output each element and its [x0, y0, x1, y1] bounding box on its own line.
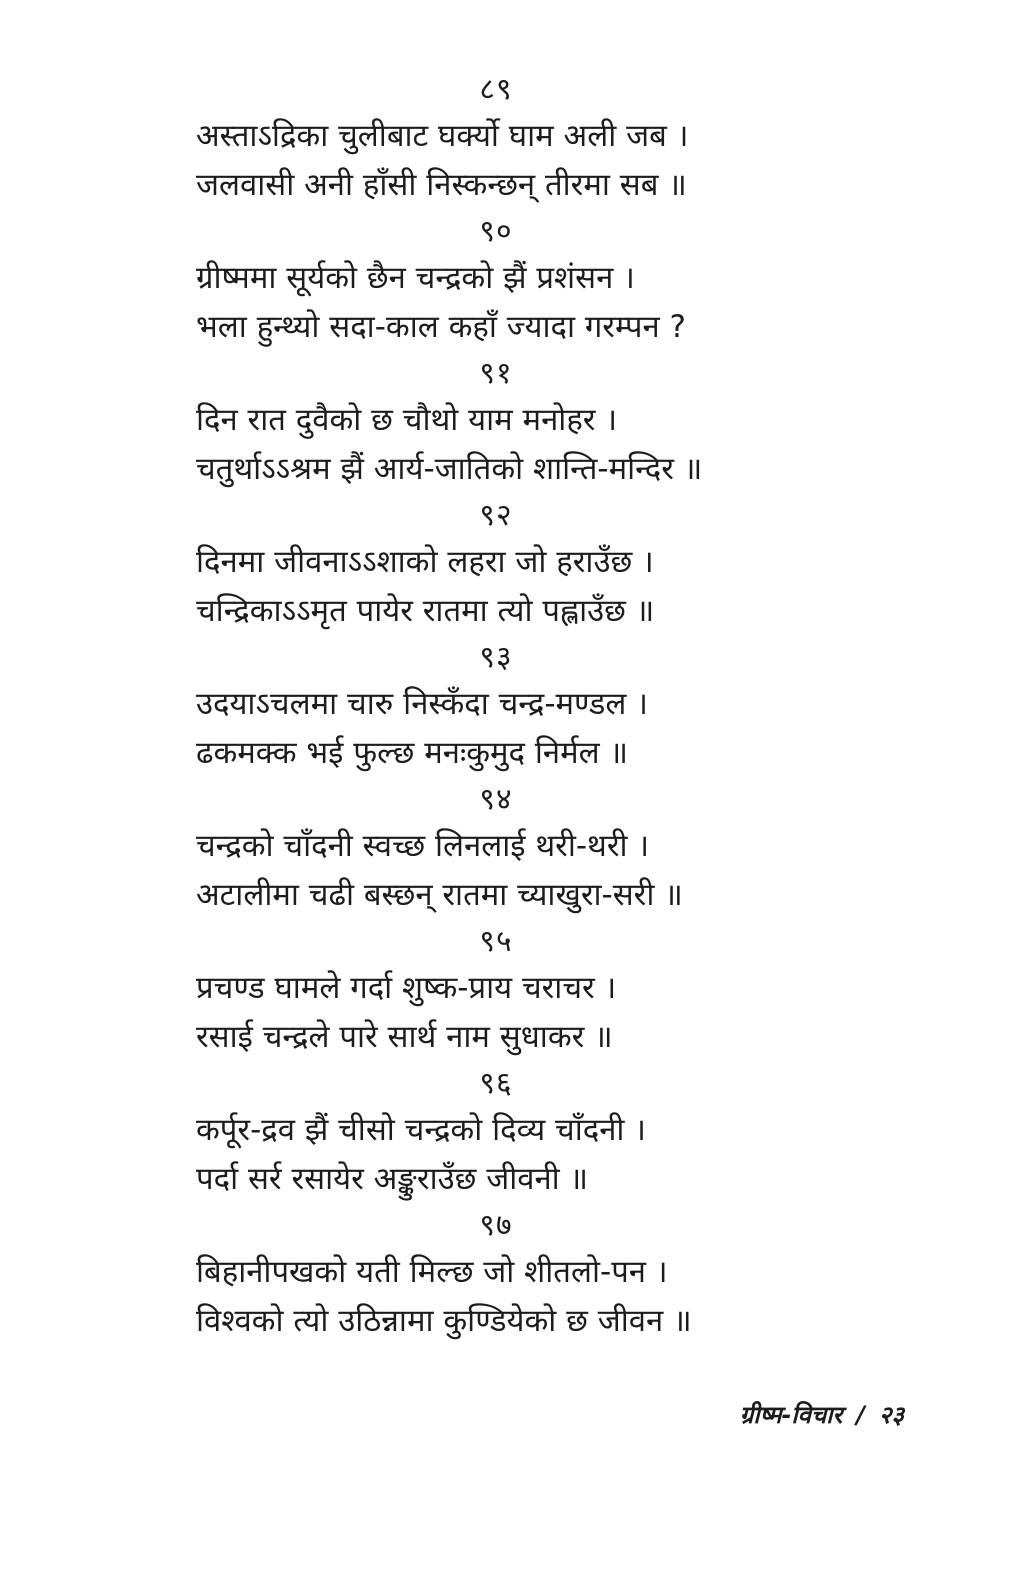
verse-number: ९४ — [479, 782, 513, 817]
verse-97 — [196, 1204, 796, 1346]
section-title: ग्रीष्म-विचार — [739, 1401, 843, 1429]
verse-line: भला हुन्थ्यो सदा-काल कहाँ ज्यादा गरम्पन ? — [196, 309, 686, 345]
verse-line: बिहानीपखको यती मिल्छ जो शीतलो-पन । — [196, 1254, 668, 1290]
verse-number: ९७ — [479, 1208, 513, 1243]
poem — [196, 68, 796, 1346]
verse-line: प्रचण्ड घामले गर्दा शुष्क-प्राय चराचर । — [196, 970, 617, 1006]
verse-96 — [196, 1062, 796, 1204]
page-footer — [740, 1398, 904, 1431]
verse-line: ढकमक्क भई फुल्छ मनःकुमुद निर्मल ॥ — [196, 735, 629, 771]
verse-number: ९६ — [479, 1066, 513, 1101]
verse-93 — [196, 636, 796, 778]
verse-90 — [196, 210, 796, 352]
verse-line: चन्द्रिकाऽऽमृत पायेर रातमा त्यो पह्लाउँछ ॥ — [196, 593, 655, 629]
verse-line: उदयाऽचलमा चारु निस्कँदा चन्द्र-मण्डल । — [196, 686, 648, 722]
verse-89 — [196, 68, 796, 210]
verse-number: ९२ — [479, 498, 513, 533]
verse-91 — [196, 352, 796, 494]
verse-line: जलवासी अनी हाँसी निस्कन्छन् तीरमा सब ॥ — [196, 167, 687, 203]
verse-line: पर्दा सर्र रसायेर अङ्कुराउँछ जीवनी ॥ — [196, 1161, 589, 1197]
verse-line: चतुर्थाऽऽश्रम झैं आर्य-जातिको शान्ति-मन्दिर ॥ — [196, 451, 703, 487]
verse-line: दिन रात दुवैको छ चौथो याम मनोहर । — [196, 402, 618, 438]
verse-line: रसाई चन्द्रले पारे सार्थ नाम सुधाकर ॥ — [196, 1019, 613, 1055]
page-number: २३ — [879, 1401, 904, 1429]
verse-line: अटालीमा चढी बस्छन् रातमा च्याखुरा-सरी ॥ — [196, 877, 683, 913]
verse-line: दिनमा जीवनाऽऽशाको लहरा जो हराउँछ । — [196, 544, 654, 580]
verse-line: अस्ताऽद्रिका चुलीबाट घर्क्यो घाम अली जब । — [196, 118, 689, 154]
verse-number: ९१ — [479, 356, 513, 391]
verse-line: कर्पूर-द्रव झैं चीसो चन्द्रको दिव्य चाँदनी । — [196, 1112, 647, 1148]
verse-number: ९३ — [479, 640, 513, 675]
verse-number: ८९ — [479, 72, 513, 107]
verse-line: विश्वको त्यो उठिन्नामा कुण्डियेको छ जीवन ॥ — [196, 1303, 692, 1339]
verse-line: चन्द्रको चाँदनी स्वच्छ लिनलाई थरी-थरी । — [196, 828, 650, 864]
verse-95 — [196, 920, 796, 1062]
verse-94 — [196, 778, 796, 920]
verse-92 — [196, 494, 796, 636]
verse-number: ९५ — [479, 924, 513, 959]
verse-line: ग्रीष्ममा सूर्यको छैन चन्द्रको झैं प्रशंसन । — [196, 260, 635, 296]
verse-number: ९० — [479, 214, 513, 249]
footer-separator: / — [856, 1401, 866, 1429]
